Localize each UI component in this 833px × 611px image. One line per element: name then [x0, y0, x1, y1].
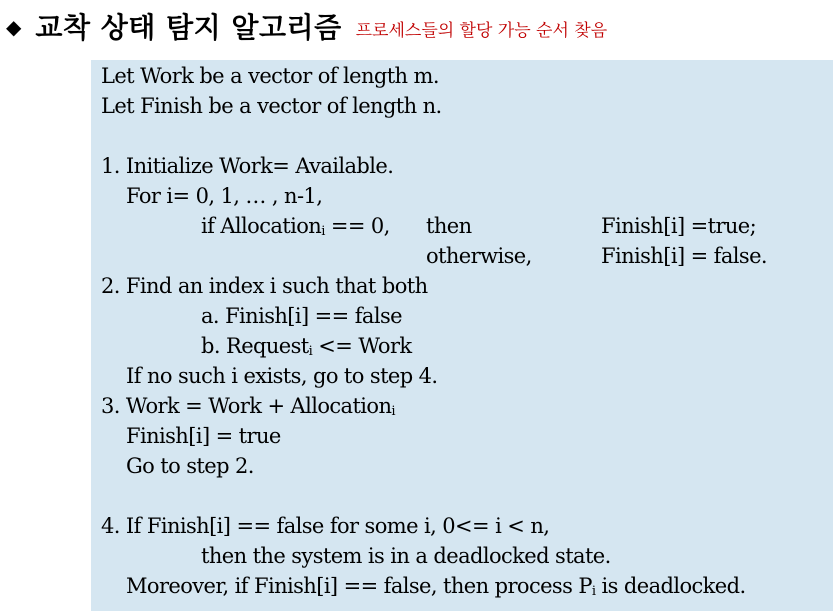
step1-otherwise-row: [101, 241, 831, 271]
slide-subtitle: 프로세스들의 할당 가능 순서 찾음: [355, 20, 608, 41]
step2-condition-b: b. Request$_i$ <= Work: [201, 334, 412, 359]
step3-finish: Finish[i] = true: [126, 424, 281, 448]
step2-condition-a: a. Finish[i] == false: [201, 304, 402, 328]
blank-line: [101, 121, 831, 151]
slide-title-row: [6, 4, 607, 48]
diamond-bullet-icon: ◆: [6, 15, 22, 39]
step1-then-result: Finish[i] =true;: [601, 214, 757, 238]
step1-otherwise: otherwise,: [426, 244, 532, 268]
step3-heading: 3. Work = Work + Allocation$_i$: [101, 394, 395, 419]
blank-line: [101, 481, 831, 511]
step1-condition-row: [101, 211, 831, 241]
step1-otherwise-result: Finish[i] = false.: [601, 244, 767, 268]
step4-then: then the system is in a deadlocked state.: [201, 544, 611, 568]
step1-heading: 1. Initialize Work= Available.: [101, 154, 394, 178]
step2-no-such-i: If no such i exists, go to step 4.: [126, 364, 438, 388]
step1-then: then: [426, 214, 472, 238]
intro-line-work: Let Work be a vector of length m.: [101, 64, 439, 88]
step1-loop: For i= 0, 1, … , n-1,: [126, 184, 323, 208]
step4-heading: 4. If Finish[i] == false for some i, 0<= i < n,: [101, 514, 550, 538]
intro-line-finish: Let Finish be a vector of length n.: [101, 94, 442, 118]
algorithm-text: [101, 61, 831, 601]
step3-goto: Go to step 2.: [126, 454, 254, 478]
step2-heading: 2. Find an index i such that both: [101, 274, 428, 298]
step4-moreover: Moreover, if Finish[i] == false, then process $P_i$ is deadlocked.: [126, 574, 746, 599]
step1-condition: if Allocation$_i$ == 0,: [201, 214, 390, 239]
slide-title: 교착 상태 탐지 알고리즘: [35, 11, 342, 44]
